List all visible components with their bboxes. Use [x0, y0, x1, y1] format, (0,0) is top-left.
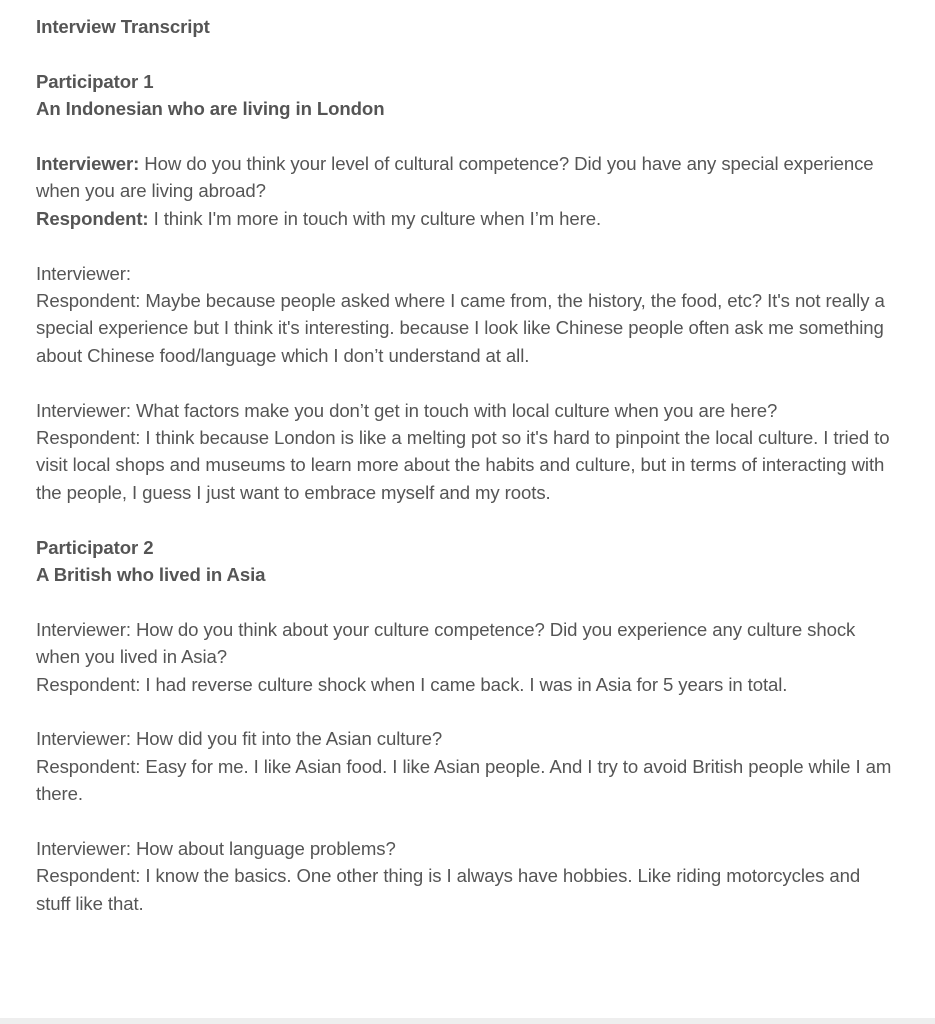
spacer	[36, 369, 896, 396]
interviewer-question: How do you think about your culture competence? Did you experience any culture shock when you lived in Asia?	[36, 618, 856, 668]
interviewer-label: Interviewer:	[36, 153, 140, 174]
bottom-edge-bar	[0, 1018, 935, 1024]
qa-exchange	[36, 616, 896, 698]
interviewer-label: Interviewer:	[36, 838, 131, 860]
respondent-answer: I think because London is like a melting pot so it's hard to pinpoint the local culture. I tried to visit local shops and museums to learn more about the habits and culture, but in terms of interacting with the people, I guess I just want to embrace myself and my roots.	[36, 427, 890, 503]
spacer	[36, 588, 896, 615]
interviewer-line	[36, 616, 896, 671]
interviewer-line	[36, 260, 896, 287]
participant-heading: Participator 2	[36, 536, 154, 558]
interviewer-label: Interviewer:	[36, 618, 131, 640]
respondent-answer: Maybe because people asked where I came from, the history, the food, etc? It's not really a special experience but I think it's interesting. because I look like Chinese people often ask me something about Chinese food/language which I don’t understand at all.	[36, 290, 885, 366]
respondent-label: Respondent:	[36, 290, 141, 312]
interviewer-label: Interviewer:	[36, 399, 131, 421]
qa-exchange	[36, 397, 896, 507]
transcript-document	[36, 13, 896, 917]
qa-exchange	[36, 725, 896, 807]
interviewer-question: How do you think your level of cultural competence? Did you have any special experience when you are living abroad?	[36, 153, 874, 202]
qa-exchange	[36, 260, 896, 370]
respondent-line	[36, 287, 896, 369]
spacer	[36, 698, 896, 725]
respondent-line	[36, 753, 896, 808]
respondent-answer: I had reverse culture shock when I came back. I was in Asia for 5 years in total.	[140, 673, 788, 695]
respondent-label: Respondent:	[36, 755, 141, 777]
respondent-label: Respondent:	[36, 427, 141, 449]
interviewer-line	[36, 150, 896, 205]
respondent-label: Respondent:	[36, 673, 141, 695]
respondent-line	[36, 671, 896, 698]
interviewer-question: What factors make you don’t get in touch with local culture when you are here?	[130, 399, 778, 421]
respondent-answer: I know the basics. One other thing is I always have hobbies. Like riding motorcycles and stuff like that.	[36, 865, 861, 914]
spacer	[36, 506, 896, 533]
respondent-label: Respondent:	[36, 207, 149, 229]
interviewer-line	[36, 835, 896, 862]
document-title: Interview Transcript	[36, 16, 210, 37]
participant-section-1	[36, 68, 896, 506]
interviewer-question: How about language problems?	[130, 838, 396, 860]
interviewer-question: How did you fit into the Asian culture?	[130, 728, 443, 750]
participant-subheading: A British who lived in Asia	[36, 564, 266, 586]
participant-heading: Participator 1	[36, 70, 154, 92]
participant-section-2	[36, 534, 896, 918]
interviewer-line	[36, 725, 896, 752]
respondent-label: Respondent:	[36, 865, 141, 887]
respondent-line	[36, 862, 896, 917]
qa-exchange	[36, 150, 896, 232]
participant-subheading: An Indonesian who are living in London	[36, 98, 385, 120]
respondent-answer: I think I'm more in touch with my culture when I’m here.	[148, 207, 602, 229]
respondent-answer: Easy for me. I like Asian food. I like Asian people. And I try to avoid British people while I am there.	[36, 755, 892, 805]
spacer	[36, 808, 896, 835]
spacer	[36, 123, 896, 150]
interviewer-label: Interviewer:	[36, 728, 131, 750]
interviewer-label: Interviewer:	[36, 262, 131, 284]
respondent-line	[36, 205, 896, 232]
spacer	[36, 232, 896, 259]
interviewer-line	[36, 397, 896, 424]
spacer	[36, 40, 896, 67]
qa-exchange	[36, 835, 896, 917]
respondent-line	[36, 424, 896, 506]
